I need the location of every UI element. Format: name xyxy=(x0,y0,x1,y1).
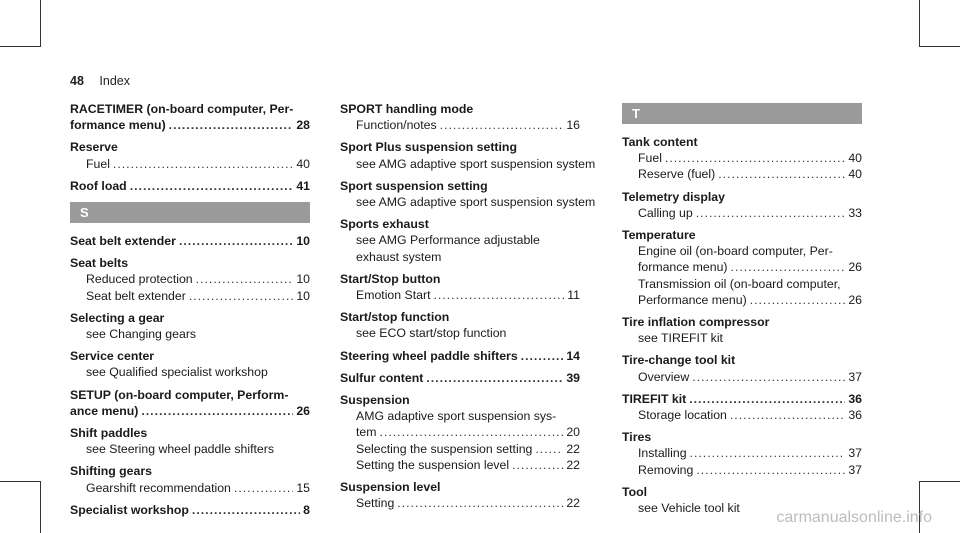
page-reference[interactable]: 40 xyxy=(848,167,862,182)
entry-text: Gearshift recommendation xyxy=(86,480,231,495)
dot-leader xyxy=(535,441,563,457)
index-subentry[interactable] xyxy=(340,287,580,303)
index-entry xyxy=(340,101,580,133)
dot-leader xyxy=(692,369,845,385)
index-subentry[interactable] xyxy=(622,369,862,385)
index-subentry[interactable] xyxy=(622,462,862,478)
watermark: carmanualsonline.info xyxy=(776,509,932,526)
dot-leader xyxy=(696,462,845,478)
page-reference[interactable]: 10 xyxy=(296,288,310,303)
entry-text: Function/notes xyxy=(356,118,437,133)
index-heading: Temperature xyxy=(622,228,696,243)
crop-mark xyxy=(919,481,960,482)
entry-text: Removing xyxy=(638,462,694,477)
index-entry xyxy=(622,429,862,478)
dot-leader xyxy=(731,259,846,275)
entry-text: Roof load xyxy=(70,178,127,193)
dot-leader xyxy=(434,287,565,303)
entry-text: Overview xyxy=(638,369,690,384)
entry-text: Storage location xyxy=(638,408,727,423)
entry-text: ance menu) xyxy=(70,403,139,418)
page-reference[interactable]: 36 xyxy=(848,408,862,423)
index-entry xyxy=(70,425,310,457)
page-reference[interactable]: 8 xyxy=(303,502,310,517)
index-subentry[interactable] xyxy=(622,292,862,308)
index-subentry[interactable] xyxy=(340,441,580,457)
crop-mark xyxy=(40,481,41,533)
index-subentry: see AMG adaptive sport suspension system xyxy=(356,156,596,171)
index-subentry: exhaust system xyxy=(356,249,442,264)
index-subentry[interactable] xyxy=(340,117,580,133)
page-reference[interactable]: 26 xyxy=(848,260,862,275)
index-heading: Tool xyxy=(622,484,648,499)
dot-leader xyxy=(689,391,845,407)
index-entry xyxy=(70,348,310,380)
dot-leader xyxy=(665,150,845,166)
index-column-1 xyxy=(70,101,310,524)
section-header: T xyxy=(622,103,862,124)
dot-leader xyxy=(189,288,294,304)
index-entry xyxy=(70,139,310,171)
entry-text: Specialist workshop xyxy=(70,502,189,517)
entry-text: Seat belt extender xyxy=(86,288,186,303)
crop-mark xyxy=(40,0,41,47)
index-subentry[interactable] xyxy=(70,156,310,172)
index-subentry: see Qualified specialist workshop xyxy=(86,365,268,380)
index-entry xyxy=(622,391,862,423)
index-entry xyxy=(70,502,310,518)
page-reference[interactable]: 36 xyxy=(848,391,862,406)
entry-text: Fuel xyxy=(86,156,110,171)
entry-text: Fuel xyxy=(638,151,662,166)
index-entry xyxy=(340,392,580,473)
page-reference[interactable]: 26 xyxy=(848,292,862,307)
entry-text: Reserve (fuel) xyxy=(638,167,716,182)
index-subentry: Transmission oil (on-board computer, xyxy=(638,276,841,291)
index-entry xyxy=(70,387,310,419)
index-subentry[interactable] xyxy=(622,259,862,275)
index-heading: Seat belts xyxy=(70,256,129,271)
page-reference[interactable]: 10 xyxy=(296,234,310,249)
index-subentry[interactable] xyxy=(340,495,580,511)
entry-text: Setting xyxy=(356,496,395,511)
page-reference[interactable]: 22 xyxy=(566,496,580,511)
index-heading: Sports exhaust xyxy=(340,217,429,232)
index-subentry: Engine oil (on-board computer, Per- xyxy=(638,244,833,259)
page-reference[interactable]: 22 xyxy=(566,457,580,472)
page-reference[interactable]: 16 xyxy=(566,118,580,133)
dot-leader xyxy=(397,495,563,511)
index-subentry[interactable] xyxy=(340,457,580,473)
index-entry xyxy=(340,348,580,364)
index-heading: Telemetry display xyxy=(622,189,725,204)
entry-text: tem xyxy=(356,425,377,440)
index-entry xyxy=(70,233,310,249)
crop-mark xyxy=(0,481,41,482)
index-subentry: see AMG Performance adjustable xyxy=(356,233,540,248)
index-heading: Service center xyxy=(70,349,155,364)
index-subentry: see Changing gears xyxy=(86,327,197,342)
index-subentry[interactable] xyxy=(340,424,580,440)
index-entry xyxy=(70,178,310,194)
index-heading: Start/Stop button xyxy=(340,271,441,286)
index-entry xyxy=(70,255,310,304)
index-heading: Tires xyxy=(622,430,652,445)
index-heading[interactable] xyxy=(622,391,862,407)
index-subentry: see TIREFIT kit xyxy=(638,331,723,346)
entry-text: Sulfur content xyxy=(340,370,424,385)
index-subentry[interactable] xyxy=(622,445,862,461)
index-entry xyxy=(340,139,596,171)
entry-text: formance menu) xyxy=(638,260,728,275)
dot-leader xyxy=(192,502,300,518)
index-column-3 xyxy=(622,101,862,522)
index-heading: Tank content xyxy=(622,135,698,149)
page-reference[interactable]: 37 xyxy=(848,462,862,477)
index-heading: Reserve xyxy=(70,140,118,155)
dot-leader xyxy=(426,370,563,386)
index-subentry[interactable] xyxy=(622,150,862,166)
index-heading[interactable] xyxy=(70,403,310,419)
index-subentry[interactable] xyxy=(622,407,862,423)
index-subentry[interactable] xyxy=(622,205,862,221)
index-entry xyxy=(622,227,862,308)
index-heading[interactable] xyxy=(70,502,310,518)
index-entry xyxy=(622,352,862,384)
index-heading: Start/stop function xyxy=(340,310,450,325)
dot-leader xyxy=(196,271,294,287)
entry-text: Reduced protection xyxy=(86,272,193,287)
page-reference[interactable]: 22 xyxy=(566,441,580,456)
page-reference[interactable]: 39 xyxy=(566,370,580,385)
page-title: Index xyxy=(99,74,130,88)
dot-leader xyxy=(234,480,293,496)
section-header: S xyxy=(70,202,310,223)
entry-text: Installing xyxy=(638,446,687,461)
page-number: 48 xyxy=(70,74,84,88)
entry-text: Performance menu) xyxy=(638,292,747,307)
crop-mark xyxy=(919,0,920,47)
index-entry xyxy=(622,314,862,346)
page-reference[interactable]: 20 xyxy=(566,425,580,440)
index-entry xyxy=(622,189,862,221)
dot-leader xyxy=(380,424,564,440)
page-reference[interactable]: 11 xyxy=(567,288,580,303)
entry-text: Calling up xyxy=(638,205,693,220)
index-subentry[interactable] xyxy=(70,288,310,304)
entry-text: Seat belt extender xyxy=(70,234,176,249)
index-subentry: see Steering wheel paddle shifters xyxy=(86,442,274,457)
dot-leader xyxy=(696,205,846,221)
dot-leader xyxy=(730,407,845,423)
index-entry xyxy=(70,101,310,133)
index-subentry[interactable] xyxy=(70,271,310,287)
index-heading: SETUP (on-board computer, Perform- xyxy=(70,387,289,402)
index-entry xyxy=(340,309,580,341)
index-entry xyxy=(340,216,580,265)
index-heading[interactable] xyxy=(70,117,310,133)
index-entry xyxy=(340,271,580,303)
index-heading: RACETIMER (on-board computer, Per- xyxy=(70,102,294,116)
index-heading: Shifting gears xyxy=(70,464,152,479)
index-subentry: see ECO start/stop function xyxy=(356,326,507,341)
index-heading: Suspension xyxy=(340,393,410,408)
dot-leader xyxy=(750,292,846,308)
index-subentry[interactable] xyxy=(70,480,310,496)
dot-leader xyxy=(113,156,293,172)
entry-text: Emotion Start xyxy=(356,288,431,303)
page-reference[interactable]: 37 xyxy=(848,446,862,461)
page-header xyxy=(70,74,130,88)
entry-text: formance menu) xyxy=(70,118,166,133)
page-reference[interactable]: 37 xyxy=(848,369,862,384)
index-heading[interactable] xyxy=(340,348,580,364)
page-reference[interactable]: 14 xyxy=(566,348,580,363)
entry-text: Selecting the suspension setting xyxy=(356,441,533,456)
index-entry xyxy=(340,178,596,210)
page-reference[interactable]: 33 xyxy=(848,205,862,220)
index-heading[interactable] xyxy=(70,233,310,249)
index-subentry[interactable] xyxy=(622,166,862,182)
index-heading: Sport Plus suspension setting xyxy=(340,140,517,155)
index-entry xyxy=(340,370,580,386)
page-reference[interactable]: 28 xyxy=(296,118,310,133)
page-reference[interactable]: 10 xyxy=(296,272,310,287)
entry-text: TIREFIT kit xyxy=(622,391,687,406)
dot-leader xyxy=(690,445,846,461)
index-entry xyxy=(70,310,310,342)
index-heading: Shift paddles xyxy=(70,426,148,441)
index-subentry: see AMG adaptive sport suspension system xyxy=(356,195,596,210)
index-entry xyxy=(340,479,580,511)
page-reference[interactable]: 26 xyxy=(296,403,310,418)
index-subentry: AMG adaptive sport suspension sys- xyxy=(356,409,557,424)
entry-text: Steering wheel paddle shifters xyxy=(340,348,518,363)
index-entry xyxy=(70,463,310,495)
dot-leader xyxy=(718,166,845,182)
entry-text: Setting the suspension level xyxy=(356,457,510,472)
index-heading[interactable] xyxy=(340,370,580,386)
page-reference[interactable]: 41 xyxy=(296,178,310,193)
index-heading: Tire inflation compressor xyxy=(622,315,770,330)
index-heading: Suspension level xyxy=(340,480,441,495)
dot-leader xyxy=(179,233,293,249)
page-reference[interactable]: 15 xyxy=(296,480,310,495)
index-heading: Selecting a gear xyxy=(70,310,165,325)
crop-mark xyxy=(0,46,41,47)
crop-mark xyxy=(919,46,960,47)
dot-leader xyxy=(521,348,564,364)
page-reference[interactable]: 40 xyxy=(848,151,862,166)
index-heading: Tire-change tool kit xyxy=(622,353,736,368)
index-subentry: see Vehicle tool kit xyxy=(638,501,740,516)
dot-leader xyxy=(512,457,563,473)
dot-leader xyxy=(169,117,294,133)
page-reference[interactable]: 40 xyxy=(296,156,310,171)
index-column-2 xyxy=(340,101,596,517)
index-heading: SPORT handling mode xyxy=(340,102,474,116)
index-entry xyxy=(622,134,862,183)
index-heading: Sport suspension setting xyxy=(340,178,488,193)
index-heading[interactable] xyxy=(70,178,310,194)
dot-leader xyxy=(141,403,293,419)
dot-leader xyxy=(130,178,294,194)
dot-leader xyxy=(440,117,564,133)
